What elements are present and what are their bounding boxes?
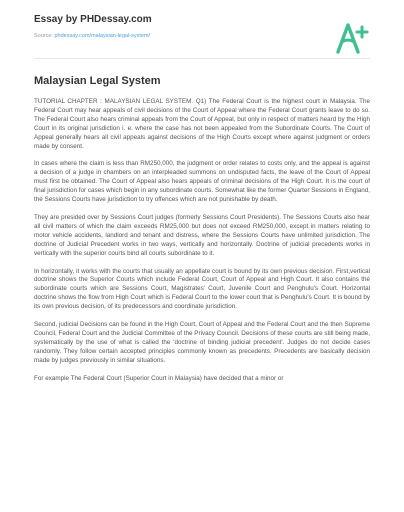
essay-body <box>34 98 370 512</box>
site-brand: Essay by PHDessay.com <box>34 14 152 25</box>
a-plus-logo-icon <box>334 20 370 56</box>
source-line <box>34 32 314 40</box>
header-divider <box>34 58 370 59</box>
essay-paragraph: They are presided over by Sessions Court judges (formerly Sessions Court Presidents). The Sessions Courts also hear all civil matters of which the claim exceeds RM25,000 but does not exceed RM250,000, except in matters relating to motor vehicle accidents, landlord and tenant and distress, where the Sessions Courts have unlimited jurisdiction. The doctrine of Judicial Precedent works in two ways, vertically and horizontally. Doctrine of judicial precedents works in vertically with the superior courts bind all courts subordinate to it. <box>34 213 370 257</box>
essay-title: Malaysian Legal System <box>34 75 161 87</box>
essay-paragraph: For example The Federal Court (Superior Court in Malaysia) have decided that a minor or <box>34 374 284 382</box>
essay-paragraph: In horizontally, it works with the courts that usually an appellate court is bound by its own previous decision. First,vertical doctrine shows the Superior Courts which include Federal Court, Court of Appeal and High Court. It also contains the subordinate courts which are Sessions Court, Magistrates' Court, Juvenile Court and Penghulu's Court. Horizontal doctrine shows the flow from High Court which is Federal Court to the lower court that is Penghulu's Court. It is bound by its own previous decision, of its predecessors and coordinate jurisdiction. <box>34 267 370 311</box>
source-label: Source: <box>34 33 55 39</box>
essay-paragraph: TUTORIAL CHAPTER : MALAYSIAN LEGAL SYSTEM. Q1) The Federal Court is the highest court in Malaysia. The Federal Court may hear appeals of civil decisions of the Court of Appeal where the Federal Court grants leave to do so. The Federal Court also hears criminal appeals from the Court of Appeal, but only in respect of matters heard by the High Court in its original jurisdiction i. e. where the case has not been appealed from the Subordinate Courts. The Court of Appeal generally hears all civil appeals against decisions of the High Courts except where against judgment or orders made by consent. <box>34 98 370 150</box>
essay-paragraph: In cases where the claim is less than RM250,000, the judgment or order relates to costs only, and the appeal is against a decision of a judge in chambers on an interpleaded summons on undisputed facts, the leave of the Court of Appeal must first be obtained. The Court of Appeal also hears appeals of criminal decisions of the High Court. It is the court of final jurisdiction for cases which begin in any subordinate courts. Somewhat like the former Quarter Sessions in England, the Sessions Courts have jurisdiction to try offences which are not punishable by death. <box>34 160 370 204</box>
essay-paragraph: Second, judicial Decisions can be found in the High Court, Court of Appeal and the Federal Court and the then Supreme Council, Federal Court and the Judicial Committee of the Privacy Council. Decisions of these courts are still being made, systematically by the use of what is called the 'doctrine of binding judicial precedent'. Judges do not decide cases randomly. They follow certain accepted principles commonly known as precedents. Precedents are basically decision made by judges previously in similar situations. <box>34 321 370 364</box>
page-header <box>34 14 314 40</box>
source-link[interactable]: phdessay.com/malaysian-legal-system/ <box>54 33 151 39</box>
